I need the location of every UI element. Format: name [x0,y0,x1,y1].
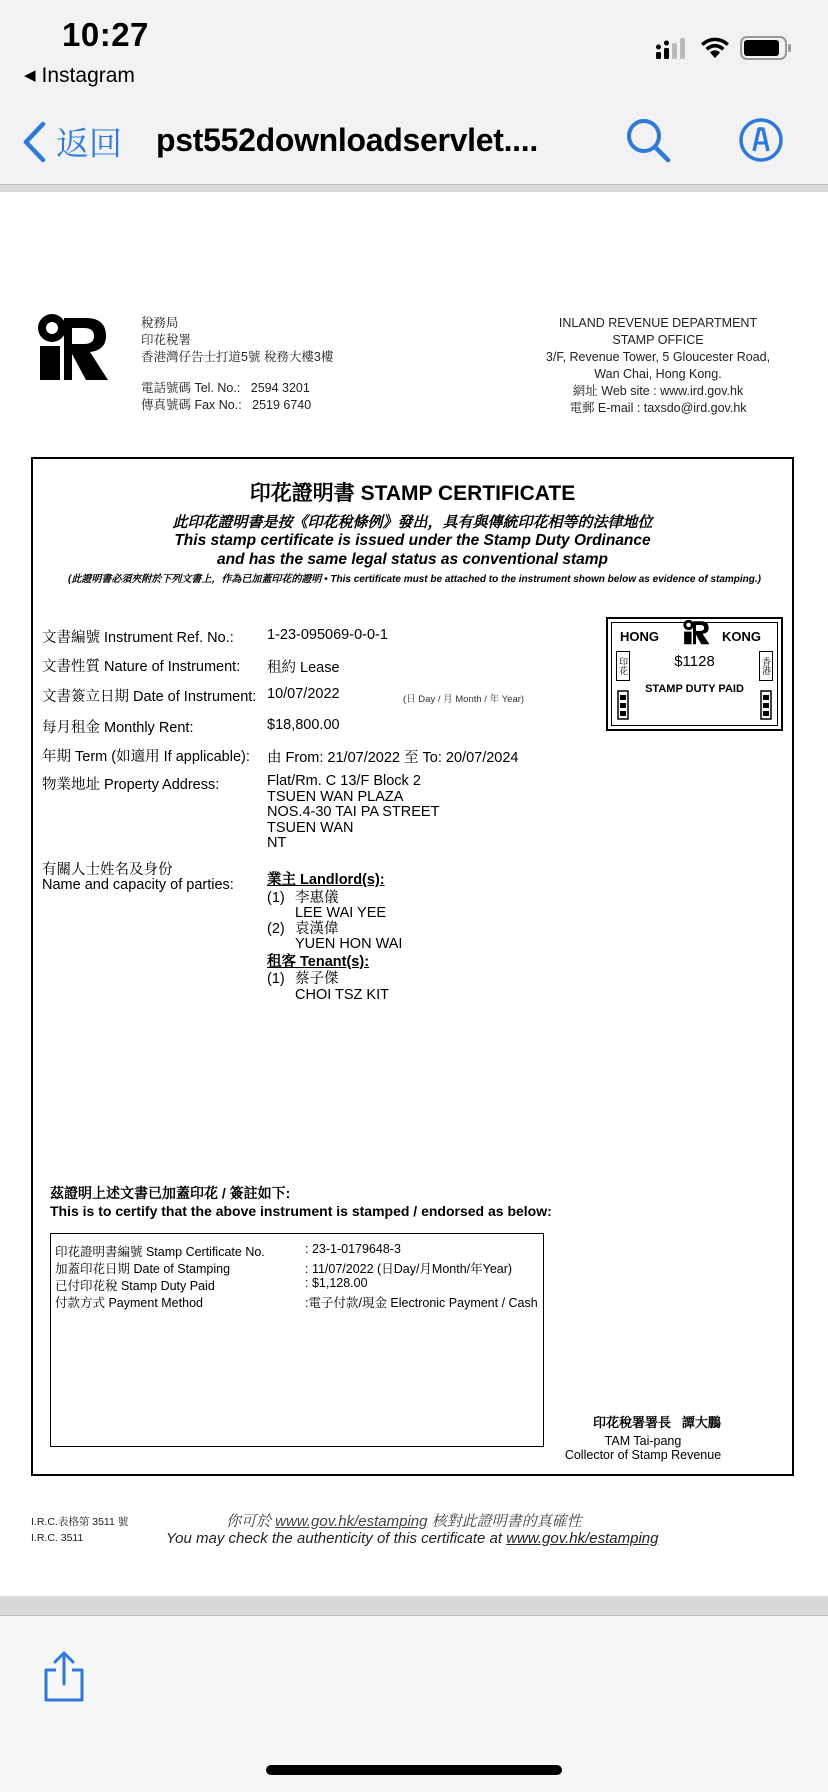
back-to-app-link[interactable] [24,64,135,88]
nav-divider [0,184,828,192]
detail-value: : $1,128.00 [305,1276,368,1290]
certificate-attach-note: (此證明書必須夾附於下列文書上，作為已加蓋印花的證明 • This certificate must be attached to the instrument shown below as evidence of stamping.) [67,574,762,585]
form-number-cn: I.R.C.表格第 3511 號 [31,1516,129,1528]
date-of-instrument-value: 10/07/2022 [267,686,340,702]
party-name-cn: 袁漢偉 [295,920,339,937]
share-button[interactable] [42,1650,86,1709]
property-address-value [267,774,439,852]
certificate-title: 印花證明書 STAMP CERTIFICATE [249,482,576,505]
certify-statement-cn: 茲證明上述文書已加蓋印花 / 簽註如下: [50,1185,291,1201]
estamping-link[interactable]: www.gov.hk/estamping [506,1530,659,1547]
ird-header-chinese [141,315,333,414]
header-dept-cn: 稅務局 [141,316,179,330]
markup-pen-icon [737,116,785,164]
subtitle-en-line-2: and has the same legal status as conventional stamp [216,551,609,568]
back-button[interactable] [22,118,122,165]
certificate-subtitle-cn: 此印花證明書是按《印花稅條例》發出，具有與傳統印花相等的法律地位 [172,514,653,531]
signer-name-cn: 印花稅署署長 譚大鵬 [593,1415,721,1430]
detail-label: 加蓋印花日期 Date of Stamping [55,1262,231,1276]
signer-title: Collector of Stamp Revenue [564,1448,722,1462]
ird-header-english [538,315,778,417]
party-name-cn: 李惠儀 [295,889,339,906]
party-name-en: CHOI TSZ KIT [295,986,389,1003]
header-fax: 傳真號碼 Fax No.: 2519 6740 [141,398,312,412]
stamp-hong: HONG [620,629,659,644]
address-line: Flat/Rm. C 13/F Block 2 [267,773,421,789]
authenticity-note-en [166,1530,658,1547]
detail-label: 印花證明書編號 Stamp Certificate No. [55,1245,265,1259]
parties-label-cn: 有關人士姓名及身份 [42,862,173,878]
authenticity-note-cn [226,1510,582,1531]
form-number-en: I.R.C. 3511 [31,1532,84,1544]
property-address-label: 物業地址 Property Address: [42,777,220,793]
monthly-rent-label: 每月租金 Monthly Rent: [42,720,194,736]
form-number [31,1514,128,1546]
header-address-en-1: 3/F, Revenue Tower, 5 Gloucester Road, [545,350,771,364]
status-bar [0,0,828,88]
date-format-note: (日 Day / 月 Month / 年 Year) [403,694,525,705]
cellular-signal-icon [656,37,690,59]
header-address-en-2: Wan Chai, Hong Kong. [594,367,722,381]
parties-list [267,873,402,1003]
stamp-ornament-left-icon [616,689,630,721]
party-name-cn: 蔡子傑 [295,971,339,987]
address-line: TSUEN WAN PLAZA [267,788,404,805]
parties-label-en: Name and capacity of parties: [42,877,234,893]
stamp-right-emblem: 香港 [759,651,773,681]
stamp-ornament-right-icon [759,689,773,721]
wifi-icon [700,37,730,59]
ird-logo [34,312,110,382]
status-icons [656,36,792,60]
page-separator [0,1596,828,1616]
address-line: NT [267,835,287,851]
browser-nav-bar [0,100,828,184]
nature-label: 文書性質 Nature of Instrument: [42,659,241,675]
detail-value: : 11/07/2022 (日Day/月Month/年Year) [305,1262,513,1276]
note-text: 你可於 [226,1513,276,1530]
search-button[interactable] [624,116,672,169]
page-title: pst552downloadservlet.... [156,122,538,158]
monthly-rent-value: $18,800.00 [267,717,340,733]
party-number: (1) [267,971,285,987]
stamp-kong: KONG [722,629,761,644]
estamping-link[interactable]: www.gov.hk/estamping [275,1513,428,1530]
party-number: (1) [267,889,285,906]
detail-value: : 23-1-0179648-3 [305,1242,401,1256]
header-tel: 電話號碼 Tel. No.: 2594 3201 [141,381,310,395]
party-name-en: LEE WAI YEE [295,905,387,921]
chevron-left-icon [22,121,48,163]
back-label: 返回 [56,124,122,163]
detail-label: 已付印花稅 Stamp Duty Paid [55,1279,215,1293]
signer-name-en: TAM Tai-pang [604,1434,682,1448]
header-email: 電郵 E-mail : taxsdo@ird.gov.hk [569,401,747,415]
parties-label [42,863,234,893]
home-indicator[interactable] [266,1765,562,1775]
certificate-subtitle-en [33,531,792,569]
stamp-certificate-box [31,457,794,1476]
address-line: NOS.4-30 TAI PA STREET [267,804,440,820]
stamp-amount: $1128 [674,653,715,670]
header-dept-en: INLAND REVENUE DEPARTMENT [558,316,758,330]
signer-block [553,1434,733,1462]
battery-icon [740,36,792,60]
party-number: (2) [267,920,285,937]
address-line: TSUEN WAN [267,819,354,836]
stamp-paid-label: STAMP DUTY PAID [645,683,744,695]
subtitle-en-line-1: This stamp certificate is issued under the Stamp Duty Ordinance [174,532,651,549]
header-address-cn: 香港灣仔告士打道5號 稅務大樓3樓 [141,350,334,364]
note-text: 核對此證明書的真確性 [427,1513,582,1530]
instrument-ref-value: 1-23-095069-0-0-1 [267,627,388,643]
party-item [267,891,402,907]
back-app-label: Instagram [41,64,135,87]
status-time: 10:27 [62,16,149,53]
detail-value: :電子付款/現金 Electronic Payment / Cash [305,1296,538,1310]
note-text: You may check the authenticity of this certificate at [166,1530,507,1547]
stamp-ird-logo [679,619,713,645]
stamp-duty-paid-stamp [606,617,783,731]
tenant-heading: 租客 Tenant(s): [267,953,370,970]
party-item [267,922,402,938]
stamp-left-emblem: 印花 [616,651,630,681]
markup-button[interactable] [737,116,785,169]
stamping-details-box [50,1233,544,1447]
term-value: 由 From: 21/07/2022 至 To: 20/07/2024 [267,750,519,766]
term-label: 年期 Term (如適用 If applicable): [42,749,250,765]
nature-value: 租約 Lease [267,660,340,676]
party-name-en: YUEN HON WAI [295,936,403,952]
instrument-ref-label: 文書編號 Instrument Ref. No.: [42,630,234,646]
certify-statement-en: This is to certify that the above instrument is stamped / endorsed as below: [50,1203,552,1219]
back-triangle-icon: ◀ [24,67,36,84]
detail-label: 付款方式 Payment Method [55,1296,203,1310]
party-item [267,972,402,988]
header-office-en: STAMP OFFICE [612,333,704,347]
header-office-cn: 印花稅署 [141,333,192,347]
header-web: 網址 Web site : www.ird.gov.hk [572,384,744,398]
share-icon [42,1650,86,1704]
landlord-heading: 業主 Landlord(s): [267,872,385,888]
date-of-instrument-label: 文書簽立日期 Date of Instrument: [42,689,257,705]
search-icon [624,116,672,164]
